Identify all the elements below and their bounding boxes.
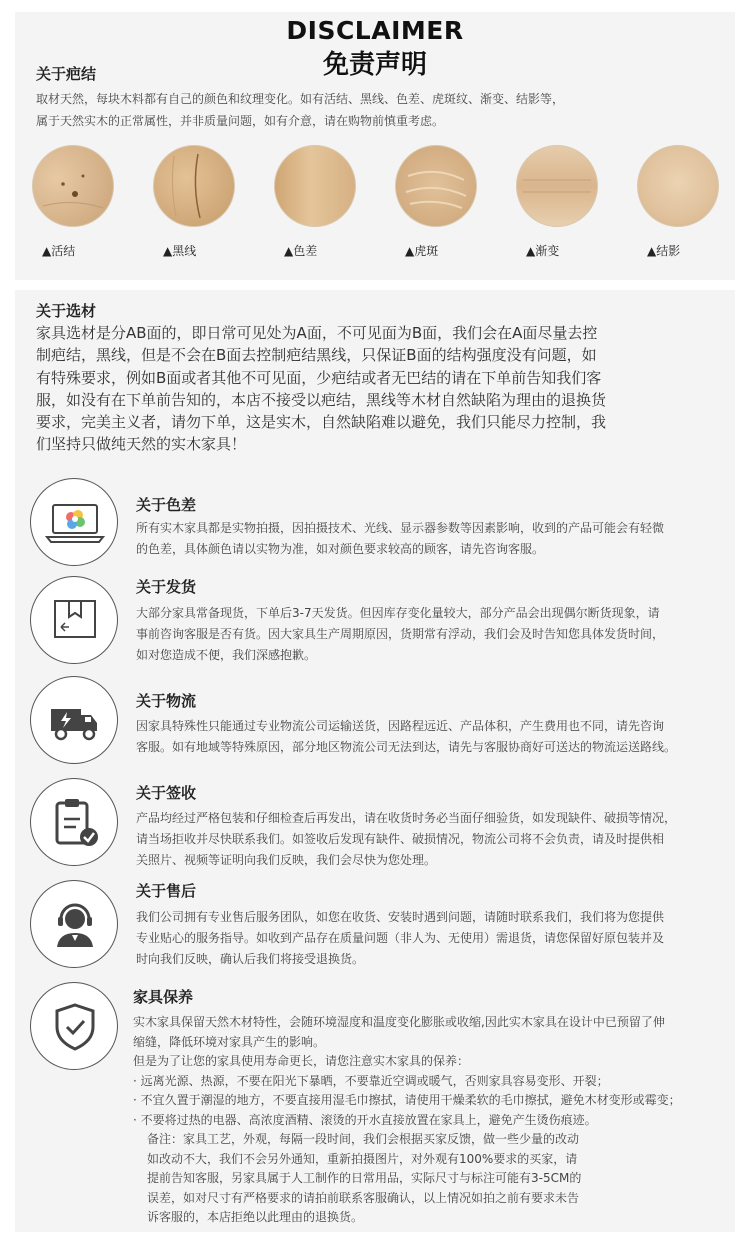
care-note-line: 诉客服的，本店拒绝以此理由的退换货。 xyxy=(147,1210,364,1224)
item-line: 如对您造成不便，我们深感抱歉。 xyxy=(136,648,317,662)
package-icon xyxy=(30,576,118,664)
shield-check-icon xyxy=(30,982,118,1070)
wood-sample-label: ▲活结 xyxy=(42,244,76,258)
material-text xyxy=(36,322,726,456)
furniture-care-title: 家具保养 xyxy=(133,988,194,1006)
care-note-line: 如改动不大，我们不会另外通知，重新拍摄图片，对外观有100%要求的买家，请 xyxy=(147,1151,578,1166)
clipboard-check-icon xyxy=(30,778,118,866)
wood-disc xyxy=(153,145,235,227)
item-line: 请当场拒收并尽快联系我们。如签收后发现有缺件、破损情况，物流公司将不会负责，请及时提供相 xyxy=(136,832,665,846)
wood-sample-label: ▲黑线 xyxy=(163,244,197,258)
material-line: 有特殊要求，例如B面或者其他不可见面，少疤结或者无巴结的请在下单前告知我们客 xyxy=(36,368,602,387)
color-difference-text xyxy=(136,518,726,560)
wood-sample-live-knot xyxy=(32,145,114,258)
truck-icon xyxy=(30,676,118,764)
laptop-icon xyxy=(30,478,118,566)
item-line: 大部分家具常备现货，下单后3-7天发货。但因库存变化量较大，部分产品会出现偶尔断货现象，请 xyxy=(136,606,660,620)
wood-disc xyxy=(274,145,356,227)
wood-disc xyxy=(516,145,598,227)
disclaimer-title-cn: 免责声明 xyxy=(322,50,427,80)
item-line: 产品均经过严格包装和仔细检查后再发出，请在收货时务必当面仔细验货，如发现缺件、破损等情况， xyxy=(136,811,677,825)
item-line: 事前咨询客服是否有货。因大家具生产周期原因，货期常有浮动，我们会及时告知您具体发货时间， xyxy=(136,627,665,641)
care-line: · 不要将过热的电器、高浓度酒精、滚烫的开水直接放置在家具上，避免产生烫伤痕迹。 xyxy=(133,1112,597,1127)
wood-disc xyxy=(32,145,114,227)
material-title: 关于选材 xyxy=(36,302,97,320)
material-line: 服，如没有在下单前告知的，本店不接受以疤结，黑线等木材自然缺陷为理由的退换货 xyxy=(36,390,607,409)
wood-sample-gradient xyxy=(516,145,598,258)
item-line: 时向我们反映，确认后我们将接受退换货。 xyxy=(136,952,365,966)
after-sales-title: 关于售后 xyxy=(136,882,197,900)
wood-samples xyxy=(32,145,722,265)
item-line: 因家具特殊性只能通过专业物流公司运输送货，因路程远近、产品体积，产生费用也不同，请先咨询 xyxy=(136,719,665,733)
wood-sample-label: ▲结影 xyxy=(647,244,681,258)
knots-description xyxy=(36,88,726,132)
care-note-line: 备注：家具工艺，外观，每隔一段时间，我们会根据买家反馈，做一些少量的改动 xyxy=(147,1132,580,1146)
shipping-text xyxy=(136,603,726,666)
care-line: 缩缝，降低环境对家具产生的影响。 xyxy=(133,1034,326,1049)
knots-desc-line: 属于天然实木的正常属性，并非质量问题，如有介意，请在购物前慎重考虑。 xyxy=(36,114,445,128)
furniture-care-text xyxy=(133,1013,728,1228)
material-line: 制疤结，黑线，但是不会在B面去控制疤结黑线，只保证B面的结构强度没有问题，如 xyxy=(36,346,597,365)
after-sales-text xyxy=(136,907,726,970)
logistics-text xyxy=(136,716,726,758)
wood-sample-label: ▲虎斑 xyxy=(405,244,439,258)
shipping-title: 关于发货 xyxy=(136,578,197,596)
knots-desc-line: 取材天然，每块木料都有自己的颜色和纹理变化。如有活结、黑线、色差、虎斑纹、渐变、结影等， xyxy=(36,92,565,106)
item-line: 我们公司拥有专业售后服务团队，如您在收货、安装时遇到问题，请随时联系我们，我们将为您提供 xyxy=(136,910,665,924)
item-line: 所有实木家具都是实物拍摄，因拍摄技术、光线、显示器参数等因素影响，收到的产品可能会有轻微 xyxy=(136,521,665,535)
wood-sample-tiger-stripe xyxy=(395,145,477,258)
logistics-title: 关于物流 xyxy=(136,692,197,710)
care-line: · 不宜久置于潮湿的地方，不要直接用湿毛巾擦拭，请使用干燥柔软的毛巾擦拭，避免木材变形或霉变； xyxy=(133,1093,681,1107)
wood-disc xyxy=(637,145,719,227)
care-line: · 远离光源、热源，不要在阳光下暴晒，不要靠近空调或暖气，否则家具容易变形、开裂； xyxy=(133,1073,609,1088)
item-line: 的色差，具体颜色请以实物为准，如对颜色要求较高的顾客，请先咨询客服。 xyxy=(136,542,545,556)
wood-sample-knot-shadow xyxy=(637,145,719,258)
material-line: 们坚持只做纯天然的实木家具！ xyxy=(36,435,247,454)
material-line: 要求，完美主义者，请勿下单，这是实木，自然缺陷难以避免，我们只能尽力控制，我 xyxy=(36,413,607,432)
item-line: 关照片、视频等证明向我们反映，我们会尽快为您处理。 xyxy=(136,853,437,867)
wood-sample-label: ▲渐变 xyxy=(526,244,560,258)
customer-service-icon xyxy=(30,880,118,968)
care-note-line: 提前告知客服，另家具属于人工制作的日常用品，实际尺寸与标注可能有3-5CM的 xyxy=(147,1171,582,1185)
receipt-text xyxy=(136,808,726,871)
care-line: 实木家具保留天然木材特性，会随环境湿度和温度变化膨胀或收缩,因此实木家具在设计中已预留了伸 xyxy=(133,1015,665,1029)
wood-sample-black-line xyxy=(153,145,235,258)
receipt-title: 关于签收 xyxy=(136,784,197,802)
care-line: 但是为了让您的家具使用寿命更长，请您注意实木家具的保养： xyxy=(133,1054,470,1068)
item-line: 客服。如有地域等特殊原因，部分地区物流公司无法到达，请先与客服协商好可送达的物流运送路线。 xyxy=(136,740,677,754)
knots-title: 关于疤结 xyxy=(36,65,97,83)
color-difference-title: 关于色差 xyxy=(136,496,197,514)
wood-disc xyxy=(395,145,477,227)
material-line: 家具选材是分AB面的，即日常可见处为A面，不可见面为B面，我们会在A面尽量去控 xyxy=(36,324,598,342)
care-note-line: 误差，如对尺寸有严格要求的请拍前联系客服确认，以上情况如拍之前有要求未告 xyxy=(147,1190,580,1205)
wood-sample-color-difference xyxy=(274,145,356,258)
disclaimer-title-en: DISCLAIMER xyxy=(286,16,464,45)
wood-sample-label: ▲色差 xyxy=(284,244,318,258)
item-line: 专业贴心的服务指导。如收到产品存在质量问题（非人为、无使用）需退货，请您保留好原包装并及 xyxy=(136,931,665,945)
